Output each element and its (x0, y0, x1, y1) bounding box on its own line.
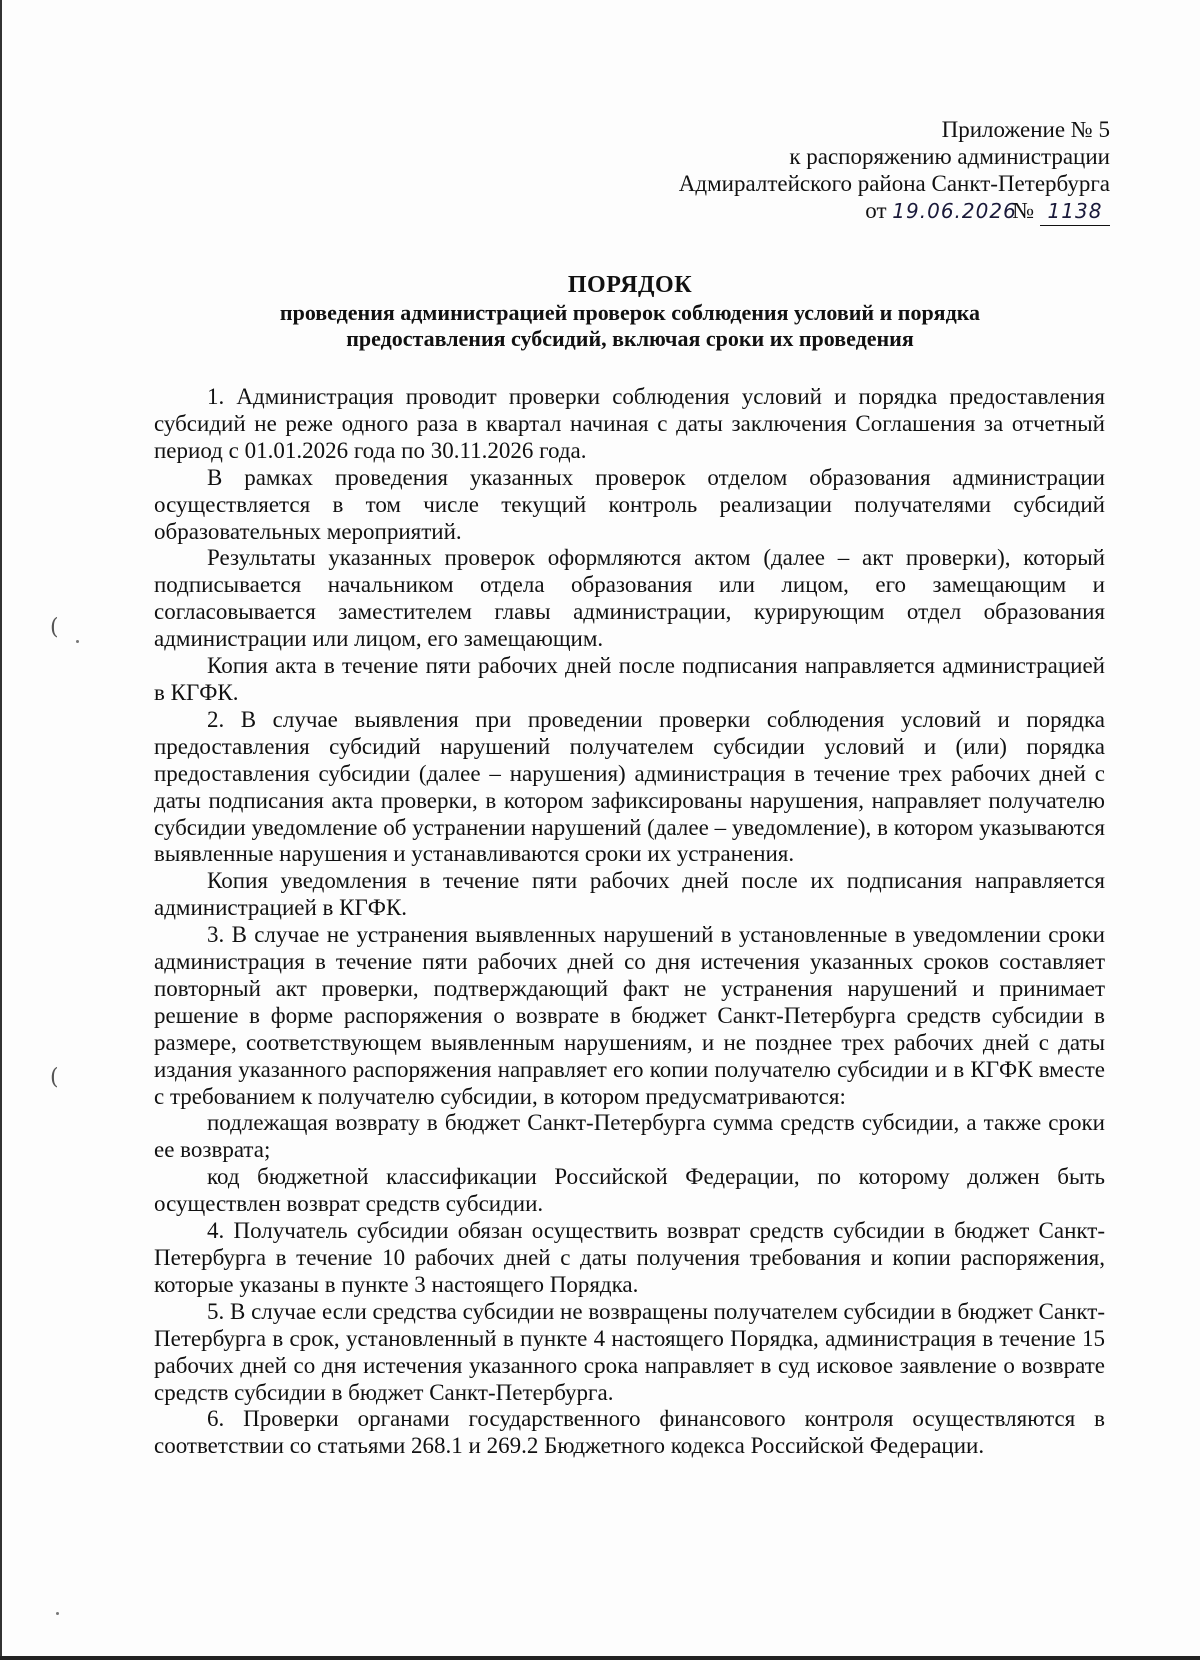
scan-bottom-edge (0, 1656, 1200, 1660)
attachment-date-line (679, 197, 1110, 226)
scan-dot (76, 640, 79, 643)
binding-hole-mark: ( (50, 615, 59, 640)
paragraph: код бюджетной классификации Российской Федерации, по которому должен быть осуществлен возврат средств субсидии. (154, 1164, 1105, 1217)
paragraph: 2. В случае выявления при проведении проверки соблюдения условий и порядка предоставления субсидий нарушений получателем субсидии условий и (или) порядка предоставления субсидии (далее – нарушения) администрация в течение трех рабочих дней с даты подписания акта проверки, в котором зафиксированы нарушения, направляет получателю субсидии уведомление об устранении нарушений (далее – уведомление), в котором указываются выявленные нарушения и устанавливаются сроки их устранения. (154, 706, 1105, 867)
document-title-block (150, 270, 1110, 352)
attachment-number: Приложение № 5 (941, 117, 1110, 142)
paragraph: 3. В случае не устранения выявленных нарушений в установленные в уведомлении сроки администрация в течение пяти рабочих дней со дня истечения указанных сроков составляет повторный акт проверки, подтверждающий факт не устранения нарушений и принимает решение в форме распоряжения о возврате в бюджет Санкт-Петербурга средств субсидии в размере, соответствующем выявленным нарушениям, и не позднее трех рабочих дней с даты издания указанного распоряжения направляет его копии получателю субсидии и в КГФК вместе с требованием к получателю субсидии, в котором предусматриваются: (154, 922, 1105, 1109)
date-prefix: от (865, 198, 887, 223)
paragraph: 6. Проверки органами государственного финансового контроля осуществляются в соответствии со статьями 268.1 и 269.2 Бюджетного кодекса Российской Федерации. (154, 1406, 1105, 1459)
number-prefix: № (1012, 198, 1035, 223)
document-title: ПОРЯДОК (567, 272, 693, 298)
paragraph: Результаты указанных проверок оформляются актом (далее – акт проверки), который подписывается начальником отдела образования или лицом, его замещающим и согласовывается заместителем главы администрации, курирующим отдел образования администрации или лицом, его замещающим. (154, 545, 1105, 652)
document-subtitle-line1: проведения администрацией проверок соблюдения условий и порядка (279, 300, 981, 325)
scan-dot (56, 1612, 59, 1615)
paragraph: подлежащая возврату в бюджет Санкт-Петербурга сумма средств субсидии, а также сроки ее возврата; (154, 1110, 1105, 1163)
scan-left-edge (0, 0, 2, 1660)
attachment-district: Адмиралтейского района Санкт-Петербурга (678, 171, 1110, 196)
paragraph: Копия акта в течение пяти рабочих дней после подписания направляется администрацией в КГФК. (154, 653, 1105, 705)
attachment-header (679, 116, 1110, 226)
binding-hole-mark: ( (50, 1065, 59, 1090)
attachment-order-ref: к распоряжению администрации (789, 144, 1110, 169)
document-subtitle-line2: предоставления субсидий, включая сроки их проведения (346, 326, 914, 351)
paragraph: 5. В случае если средства субсидии не возвращены получателем субсидии в бюджет Санкт-Петербурга в срок, установленный в пункте 4 настоящего Порядка, администрация в течение 15 рабочих дней со дня истечения указанного срока направляет в суд исковое заявление о возврате средств субсидии в бюджет Санкт-Петербурга. (154, 1298, 1105, 1405)
paragraph: В рамках проведения указанных проверок отделом образования администрации осуществляется в том числе текущий контроль реализации получателями субсидий образовательных мероприятий. (154, 464, 1105, 544)
handwritten-date: 19.06.2026 (892, 199, 1017, 223)
paragraph: 4. Получатель субсидии обязан осуществить возврат средств субсидии в бюджет Санкт-Петербурга в течение 10 рабочих дней с даты получения требования и копии распоряжения, которые указаны в пункте 3 настоящего Порядка. (154, 1218, 1105, 1297)
paragraph: Копия уведомления в течение пяти рабочих дней после их подписания направляется администрацией в КГФК. (154, 868, 1105, 921)
paragraph: 1. Администрация проводит проверки соблюдения условий и порядка предоставления субсидий не реже одного раза в квартал начиная с даты заключения Соглашения за отчетный период с 01.01.2026 года по 30.11.2026 года. (154, 384, 1105, 463)
document-body (154, 384, 1105, 1460)
handwritten-number: 1138 (1040, 198, 1110, 226)
